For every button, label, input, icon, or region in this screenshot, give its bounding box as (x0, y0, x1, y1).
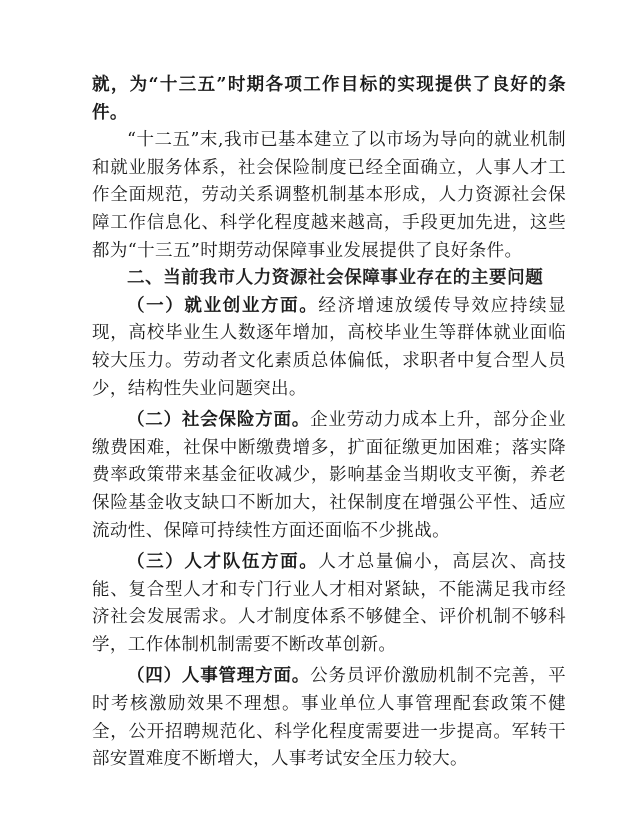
item-social-insurance (92, 407, 566, 545)
item-title: （二）社会保险方面。 (127, 410, 311, 431)
section-heading: 二、当前我市人力资源社会保障事业存在的主要问题 (127, 268, 544, 289)
item-body: 企业劳动力成本上升，部分企业缴费困难，社保中断缴费增多，扩面征缴更加困难；落实降费率政策带来基金征收减少，影响基金当期收支平衡，养老保险基金收支缺口不断加大，社保制度在增强公平性、适应流动性、保障可持续性方面还面临不少挑战。 (92, 410, 567, 541)
item-title: （一）就业创业方面。 (127, 295, 319, 316)
item-personnel (92, 663, 566, 773)
item-talent (92, 549, 566, 659)
item-body: 公务员评价激励机制不完善，平时考核激励效果不理想。事业单位人事管理配套政策不健全，公开招聘规范化、科学化程度需要进一步提高。军转干部安置难度不断增大，人事考试安全压力较大。 (92, 666, 567, 770)
item-body: 经济增速放缓传导效应持续显现，高校毕业生人数逐年增加，高校毕业生等群体就业面临较大压力。劳动者文化素质总体偏低，求职者中复合型人员少，结构性失业问题突出。 (92, 295, 567, 399)
item-employment (92, 293, 566, 403)
item-title: （三）人才队伍方面。 (127, 552, 319, 573)
intro-line: 就，为“十三五”时期各项工作目标的实现提供了良好的条件。 (92, 75, 566, 123)
item-title: （四）人事管理方面。 (127, 666, 311, 687)
document-page (92, 72, 566, 774)
summary-paragraph: “十二五”末,我市已基本建立了以市场为导向的就业机制和就业服务体系，社会保险制度已经全面确立，人事人才工作全面规范，劳动关系调整机制基本形成，人力资源社会保障工作信息化、科学化程度越来越高，手段更加先进，这些都为“十三五”时期劳动保障事业发展提供了良好条件。 (92, 130, 566, 261)
item-body: 人才总量偏小，高层次、高技能、复合型人才和专门行业人才相对紧缺，不能满足我市经济社会发展需求。人才制度体系不够健全、评价机制不够科学，工作体制机制需要不断改革创新。 (92, 552, 567, 655)
